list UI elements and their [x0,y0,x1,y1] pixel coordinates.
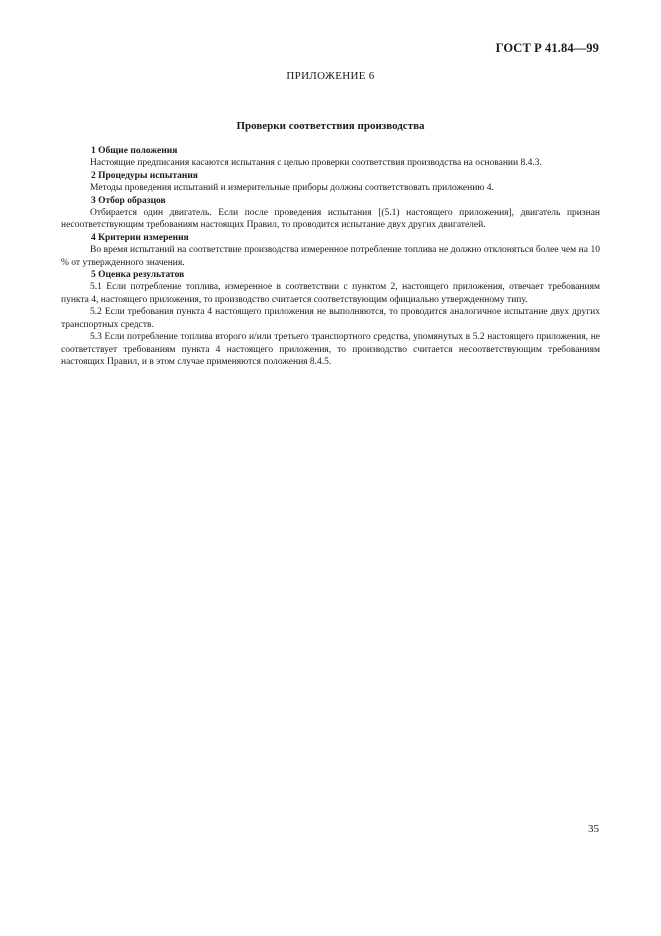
appendix-label: ПРИЛОЖЕНИЕ 6 [286,70,375,82]
section-heading: 1 Общие положения [91,146,178,156]
section-heading: 3 Отбор образцов [91,195,166,206]
section-paragraph: Методы проведения испытаний и измерительные приборы должны соответствовать приложению 4. [90,183,494,194]
document-body [61,145,600,368]
standard-header: ГОСТ Р 41.84—99 [495,41,599,55]
section-heading: 2 Процедуры испытания [91,170,198,181]
section-paragraph: 5.1 Если потребление топлива, измеренное в соответствии с пунктом 2, настоящего приложения, отвечает требованиям пункта 4, настоящего приложения, то производство считается соответствующим официально утвержденному типу. [61,282,600,305]
section-heading: 5 Оценка результатов [91,270,185,281]
section-paragraph: Отбирается один двигатель. Если после проведения испытания [(5.1) настоящего приложения], двигатель признан несоответствующим требованиям настоящих Правил, то проводится испытание двух других двигателей. [61,208,600,231]
section-paragraph: 5.3 Если потребление топлива второго и/или третьего транспортного средства, упомянутых в 5.2 настоящего приложения, не соответствует требованиям пункта 4 настоящего приложения, то производство считается несоответствующим требованиям настоящих Правил, и в этом случае применяются положения 8.4.5. [61,332,600,367]
page-title: Проверки соответствия производства [236,120,425,132]
section-paragraph: Настоящие предписания касаются испытания с целью проверки соответствия производства на основании 8.4.3. [90,158,542,169]
section-paragraph: 5.2 Если требования пункта 4 настоящего приложения не выполняются, то проводится аналогичное испытание двух других транспортных средств. [61,307,600,330]
page-number: 35 [588,823,599,835]
section-heading: 4 Критерии измерения [91,232,189,243]
section-paragraph: Во время испытаний на соответствие производства измеренное потребление топлива не должно отклоняться более чем на 10 % от утвержденного значения. [61,245,600,268]
